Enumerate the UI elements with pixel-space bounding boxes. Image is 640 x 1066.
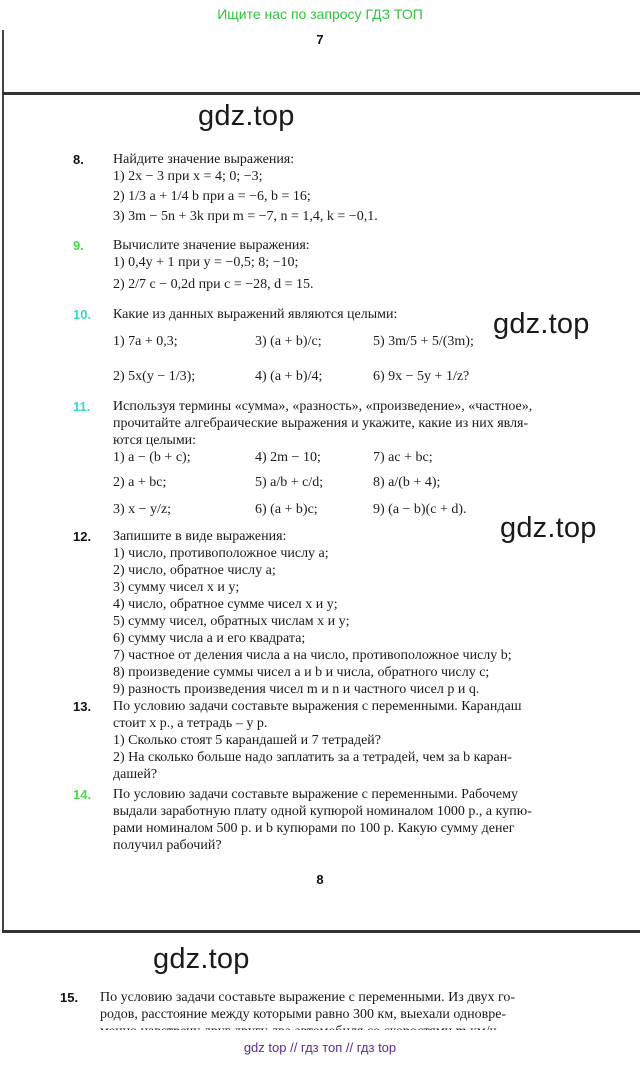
problem-number: 13. <box>73 699 92 714</box>
problem-title: Запишите в виде выражения: <box>113 529 287 544</box>
problem-item: 4) 2m − 10; <box>255 450 321 465</box>
problem-item: 2) a + bc; <box>113 475 167 490</box>
problem-item: 1) 7a + 0,3; <box>113 334 178 349</box>
problem-text: рами номиналом 500 р. и b купюрами по 100 р. Какую сумму денег <box>113 821 515 836</box>
footer-links[interactable]: gdz top // гдз топ // гдз top <box>243 1040 397 1055</box>
problem-item: 1) Сколько стоят 5 карандашей и 7 тетрадей? <box>113 733 382 748</box>
problem-item: 2) На сколько больше надо заплатить за a тетрадей, чем за b каран- <box>113 750 512 765</box>
problem-item: 6) 9x − 5y + 1/z? <box>373 369 470 384</box>
problem-number: 15. <box>60 990 79 1005</box>
problem-text: родов, расстояние между которыми равно 300 км, выехали одновре- <box>100 1007 507 1022</box>
problem-item: 7) частное от деления числа a на число, противоположное числу b; <box>113 648 512 663</box>
problem-title: Какие из данных выражений являются целыми: <box>113 307 398 322</box>
problem-text: выдали заработную плату одной купюрой номиналом 1000 р., a купю- <box>113 804 532 819</box>
problem-item: 3) сумму чисел x и y; <box>113 580 240 595</box>
problem-title: Найдите значение выражения: <box>113 152 295 167</box>
problem-number: 8. <box>73 152 84 167</box>
problem-item: 9) (a − b)(c + d). <box>373 502 467 517</box>
problem-number: 14. <box>73 787 92 802</box>
watermark: gdz.top <box>153 943 250 975</box>
page-number: 7 <box>316 32 324 47</box>
problem-item: 3) (a + b)/c; <box>255 334 322 349</box>
problem-text: По условию задачи составьте выражение с переменными. Рабочему <box>113 787 518 802</box>
problem-item: 5) сумму чисел, обратных числам x и y; <box>113 614 350 629</box>
problem-item: 5) 3m/5 + 5/(3m); <box>373 334 474 349</box>
problem-item: 4) (a + b)/4; <box>255 369 323 384</box>
problem-text: стоит x р., а тетрадь – y р. <box>113 716 268 731</box>
problem-item: 8) произведение суммы чисел a и b и числа, обратного числу c; <box>113 665 490 680</box>
problem-item: 4) число, обратное сумме чисел x и y; <box>113 597 338 612</box>
problem-item: 5) a/b + c/d; <box>255 475 324 490</box>
problem-11 <box>73 398 593 518</box>
page-separator <box>2 930 640 933</box>
problem-item: 8) a/(b + 4); <box>373 475 441 490</box>
problem-item: 6) (a + b)c; <box>255 502 318 517</box>
problem-item: 2) 5x(y − 1/3); <box>113 369 196 384</box>
problem-item: 1) 0,4y + 1 при y = −0,5; 8; −10; <box>113 255 299 270</box>
problem-item: 1) число, противоположное числу a; <box>113 546 329 561</box>
page-number: 8 <box>316 872 324 887</box>
problem-item: 2) 1/3 a + 1/4 b при a = −6, b = 16; <box>113 189 311 204</box>
problem-text: Используя термины «сумма», «разность», «произведение», «частное», <box>113 399 533 414</box>
watermark: gdz.top <box>198 100 295 132</box>
watermark: gdz.top <box>493 308 590 340</box>
problem-12 <box>73 528 593 698</box>
problem-14 <box>73 786 593 854</box>
problem-item: дашей? <box>113 767 158 782</box>
problem-number: 9. <box>73 238 84 253</box>
problem-item: 1) a − (b + c); <box>113 450 191 465</box>
watermark: gdz.top <box>500 512 597 544</box>
problem-text: ются целыми: <box>113 433 197 448</box>
problem-item: 6) сумму числа a и его квадрата; <box>113 631 306 646</box>
problem-item: 2) 2/7 c − 0,2d при c = −28, d = 15. <box>113 277 314 292</box>
problem-10 <box>73 306 593 385</box>
problem-item: 1) 2x − 3 при x = 4; 0; −3; <box>113 169 263 184</box>
problem-text: По условию задачи составьте выражения с переменными. Карандаш <box>113 699 522 714</box>
search-banner[interactable]: Ищите нас по запросу ГДЗ ТОП <box>217 6 423 22</box>
problem-item: 2) число, обратное числу a; <box>113 563 276 578</box>
problem-number: 11. <box>73 399 91 414</box>
problem-text: получил рабочий? <box>113 838 222 853</box>
problem-number: 12. <box>73 529 92 544</box>
problem-8 <box>73 151 593 225</box>
problem-number: 10. <box>73 307 92 322</box>
problem-13 <box>73 698 593 783</box>
problem-text: По условию задачи составьте выражение с переменными. Из двух го- <box>100 990 516 1005</box>
problem-item: 3) x − y/z; <box>113 502 172 517</box>
problem-item: 3) 3m − 5n + 3k при m = −7, n = 1,4, k = −0,1. <box>113 209 378 224</box>
problem-title: Вычислите значение выражения: <box>113 238 310 253</box>
problem-item: 7) ac + bc; <box>373 450 433 465</box>
problem-9 <box>73 237 593 293</box>
problem-text: прочитайте алгебраические выражения и укажите, какие из них явля- <box>113 416 529 431</box>
problem-item: 9) разность произведения чисел m и n и частного чисел p и q. <box>113 682 480 697</box>
